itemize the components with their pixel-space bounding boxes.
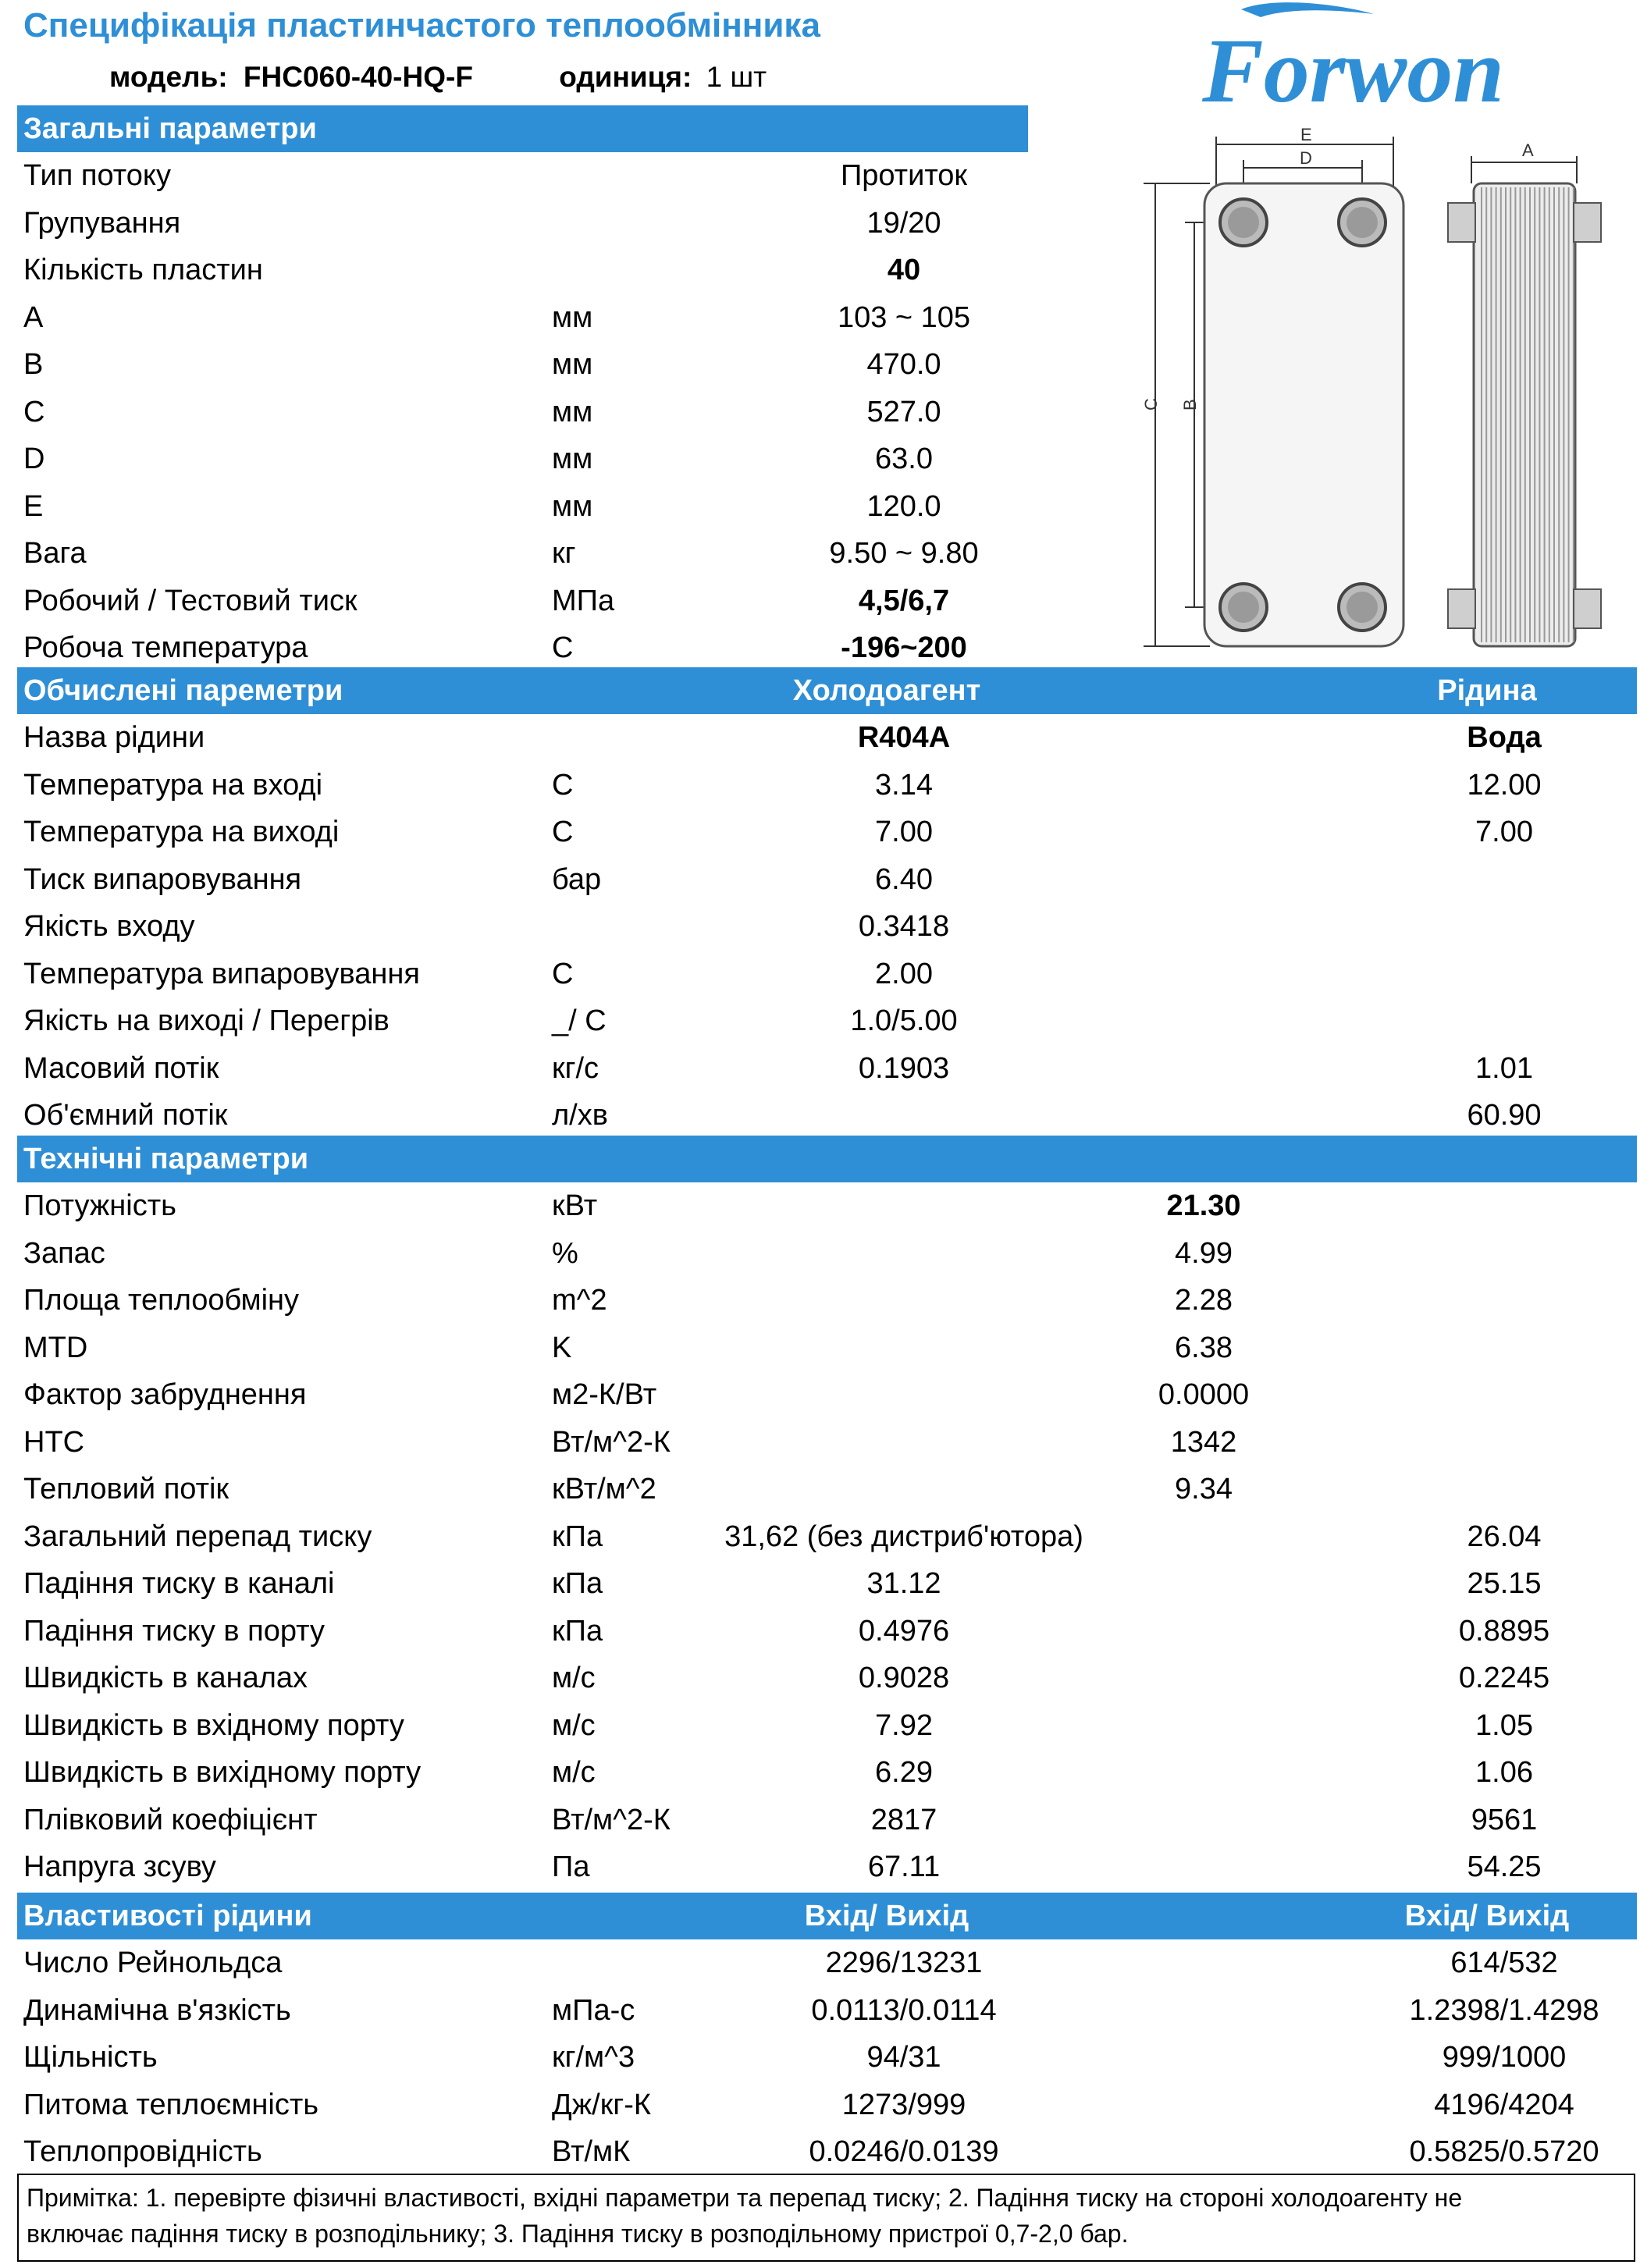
row-unit: _/ C (552, 1004, 607, 1037)
row-unit: Вт/м^2-К (552, 1803, 671, 1836)
row-liquid-value: 0.5825/0.5720 (1409, 2135, 1599, 2168)
row-unit: мм (552, 443, 593, 475)
row-liquid-value: 12.00 (1467, 768, 1542, 802)
row-liquid-value: 60.90 (1467, 1099, 1542, 1132)
general-row (17, 530, 1032, 577)
row-label: Фактор забруднення (23, 1378, 307, 1411)
computed-row (17, 762, 1637, 809)
label-c: C (1141, 398, 1161, 411)
row-label: Площа теплообміну (23, 1284, 300, 1317)
side-port-bottom-right (1574, 589, 1601, 628)
row-label: Швидкість в вхідному порту (23, 1708, 404, 1742)
row-label: Робоча температура (23, 631, 308, 664)
row-label: Загальний перепад тиску (23, 1520, 372, 1553)
row-value: 470.0 (866, 348, 941, 381)
row-refrigerant-value: 2296/13231 (825, 1946, 983, 1979)
row-unit: кВт (552, 1189, 598, 1222)
row-refrigerant-value: 6.29 (875, 1756, 933, 1789)
row-label: Температура на вході (23, 768, 323, 802)
row-label: Питома теплоємність (23, 2088, 319, 2121)
technical-row (17, 1466, 1637, 1513)
model-line (109, 61, 767, 94)
general-row (17, 578, 1032, 624)
row-refrigerant-value: 94/31 (866, 2041, 941, 2074)
row-unit: C (552, 957, 574, 990)
row-unit: m^2 (552, 1284, 607, 1317)
row-liquid-value: 4196/4204 (1434, 2088, 1574, 2121)
row-value: 527.0 (866, 395, 941, 428)
row-unit: л/хв (552, 1099, 608, 1132)
row-refrigerant-value: 0.0113/0.0114 (811, 1993, 997, 2027)
row-value: 4,5/6,7 (858, 584, 950, 617)
computed-heading: Обчислені пареметри (23, 674, 343, 707)
label-b: B (1180, 399, 1200, 411)
row-refrigerant-value: 0.1903 (858, 1051, 950, 1085)
computed-row (17, 809, 1637, 855)
plate-front (1204, 183, 1403, 646)
row-liquid-value: Вода (1467, 721, 1542, 754)
row-label: C (23, 395, 45, 428)
row-value: 19/20 (866, 206, 941, 240)
properties-col-liquid: Вхід/ Вихід (1404, 1900, 1570, 1932)
row-unit: м/с (552, 1662, 596, 1694)
technical-row (17, 1419, 1637, 1466)
general-row (17, 483, 1032, 530)
row-refrigerant-value: 1.0/5.00 (850, 1004, 958, 1037)
general-row (17, 294, 1032, 341)
row-unit: C (552, 816, 574, 848)
row-value: 0.0000 (1158, 1378, 1250, 1411)
logo-text: Forwon (1202, 20, 1504, 117)
row-refrigerant-value: 0.3418 (858, 910, 950, 943)
properties-heading: Властивості рідини (23, 1900, 312, 1932)
row-refrigerant-value: 67.11 (867, 1850, 941, 1883)
technical-row (17, 1797, 1637, 1843)
computed-row (17, 903, 1637, 950)
row-unit: мПа-с (552, 1993, 635, 2027)
technical-row (17, 1749, 1637, 1796)
row-refrigerant-value: 2817 (870, 1803, 937, 1836)
row-liquid-value: 1.01 (1475, 1051, 1533, 1085)
page-title: Специфікація пластинчастого теплообмінника (23, 6, 820, 44)
technical-row (17, 1608, 1637, 1655)
model-label: модель: (109, 61, 228, 93)
row-unit: Вт/м^2-К (552, 1425, 671, 1459)
row-liquid-value: 999/1000 (1442, 2041, 1567, 2074)
row-value: 9.34 (1175, 1473, 1233, 1505)
row-value: 63.0 (875, 443, 933, 475)
row-label: Кількість пластин (23, 254, 263, 286)
general-row (17, 624, 1032, 671)
row-unit: кПа (552, 1614, 603, 1648)
row-label: Робочий / Тестовий тиск (23, 584, 358, 617)
label-d: D (1300, 148, 1312, 168)
row-value: 6.38 (1175, 1331, 1233, 1364)
row-unit: Па (552, 1850, 590, 1883)
row-refrigerant-value: 6.40 (875, 862, 933, 896)
row-liquid-value: 1.06 (1475, 1756, 1533, 1789)
row-refrigerant-value: 7.92 (875, 1708, 933, 1742)
row-label: Теплопровідність (23, 2135, 262, 2168)
forwon-logo (1186, 0, 1577, 117)
general-row (17, 200, 1032, 247)
properties-col-refrigerant: Вхід/ Вихід (804, 1900, 969, 1932)
computed-heading-band (17, 667, 1637, 714)
row-refrigerant-value: 0.0246/0.0139 (809, 2135, 999, 2168)
row-label: Групування (23, 206, 181, 240)
row-label: Потужність (23, 1189, 176, 1222)
footnote-line-1: Примітка: 1. перевірте фізичні властивості, вхідні параметри та перепад тиску; 2. Падіння тиску на стороні холодоагенту не (27, 2184, 1463, 2212)
row-label: Тип потоку (23, 159, 171, 192)
row-liquid-value: 0.2245 (1458, 1662, 1550, 1694)
row-refrigerant-value: 0.9028 (858, 1662, 950, 1694)
row-liquid-value: 25.15 (1467, 1567, 1542, 1600)
unit-label: одиниця: (559, 61, 692, 93)
row-value: 120.0 (866, 489, 941, 523)
row-value: 21.30 (1166, 1189, 1241, 1222)
row-label: Падіння тиску в порту (23, 1614, 325, 1648)
row-unit: м2-К/Вт (552, 1378, 657, 1411)
row-refrigerant-value: 2.00 (875, 957, 933, 990)
row-liquid-value: 1.05 (1475, 1708, 1533, 1742)
row-liquid-value: 54.25 (1467, 1850, 1542, 1883)
row-label: A (23, 300, 44, 334)
properties-row (17, 2128, 1637, 2175)
row-label: Вага (23, 537, 87, 570)
side-port-top-right (1574, 203, 1601, 242)
general-row (17, 341, 1032, 388)
row-label: Динамічна в'язкість (23, 1993, 291, 2027)
technical-row (17, 1277, 1637, 1324)
heat-exchanger-diagram (1124, 125, 1624, 663)
row-value: 9.50 ~ 9.80 (829, 537, 979, 570)
technical-row (17, 1324, 1637, 1371)
row-refrigerant-value: 31,62 (без дистриб'ютора) (724, 1520, 1083, 1553)
row-label: MTD (23, 1331, 88, 1364)
general-row (17, 389, 1032, 435)
computed-row (17, 856, 1637, 903)
footnote (17, 2174, 1635, 2262)
row-value: 103 ~ 105 (837, 300, 971, 334)
row-label: Тепловий потік (23, 1473, 229, 1505)
row-label: Тиск випаровування (23, 862, 302, 896)
row-label: Число Рейнольдса (23, 1946, 283, 1979)
row-refrigerant-value: 31.12 (866, 1567, 941, 1600)
technical-heading-band (17, 1136, 1637, 1182)
row-liquid-value: 26.04 (1467, 1520, 1542, 1553)
row-refrigerant-value: 1273/999 (841, 2088, 966, 2121)
row-liquid-value: 1.2398/1.4298 (1409, 1993, 1599, 2027)
row-value: 2.28 (1175, 1284, 1233, 1317)
row-unit: м/с (552, 1708, 596, 1742)
row-label: B (23, 348, 44, 381)
technical-row (17, 1230, 1637, 1277)
technical-heading: Технічні параметри (23, 1143, 309, 1175)
row-unit: бар (552, 862, 602, 896)
row-label: Якість входу (23, 910, 195, 943)
technical-row (17, 1655, 1637, 1701)
row-label: Падіння тиску в каналі (23, 1567, 335, 1600)
row-label: Назва рідини (23, 721, 205, 754)
properties-row (17, 2081, 1637, 2128)
model-value: FHC060-40-HQ-F (243, 61, 473, 93)
row-label: Якість на виході / Перегрів (23, 1004, 390, 1037)
row-unit: МПа (552, 584, 615, 617)
row-unit: м/с (552, 1756, 596, 1789)
footnote-line-2: включає падіння тиску в розподільнику; 3. Падіння тиску в розподільному пристрої 0,7-2,0 бар. (27, 2220, 1129, 2248)
computed-row (17, 1045, 1637, 1092)
row-unit: мм (552, 300, 593, 334)
row-refrigerant-value: 3.14 (875, 768, 933, 802)
row-label: Запас (23, 1236, 105, 1270)
row-unit: % (552, 1236, 578, 1270)
technical-row (17, 1371, 1637, 1418)
side-port-bottom-left (1448, 589, 1475, 628)
label-e: E (1300, 125, 1312, 144)
technical-row (17, 1182, 1637, 1229)
general-row (17, 435, 1032, 482)
general-row (17, 247, 1032, 293)
row-unit: Вт/мК (552, 2135, 631, 2168)
row-label: HTC (23, 1425, 85, 1459)
row-unit: Дж/кг-К (552, 2088, 651, 2121)
row-value: 40 (887, 254, 921, 286)
row-label: Швидкість в каналах (23, 1662, 308, 1694)
row-label: Масовий потік (23, 1051, 219, 1085)
general-heading-band (17, 105, 1028, 152)
row-value: Протиток (840, 159, 968, 192)
general-row (17, 152, 1032, 199)
technical-row (17, 1513, 1637, 1560)
properties-row (17, 1939, 1637, 1986)
general-heading: Загальні параметри (23, 112, 317, 145)
row-unit: кПа (552, 1520, 603, 1553)
row-label: Об'ємний потік (23, 1099, 228, 1132)
row-label: Плівковий коефіцієнт (23, 1803, 318, 1836)
technical-row (17, 1843, 1637, 1890)
computed-col-refrigerant: Холодоагент (792, 674, 981, 707)
properties-row (17, 1987, 1637, 2034)
row-unit: K (552, 1331, 572, 1364)
computed-row (17, 1092, 1637, 1139)
technical-row (17, 1560, 1637, 1607)
row-liquid-value: 0.8895 (1458, 1614, 1550, 1648)
row-unit: кг/с (552, 1051, 599, 1085)
row-unit: кг/м^3 (552, 2041, 635, 2074)
row-refrigerant-value: R404A (857, 721, 951, 754)
computed-col-liquid: Рідина (1437, 674, 1537, 707)
row-label: D (23, 443, 45, 475)
row-value: 4.99 (1175, 1236, 1233, 1270)
side-port-top-left (1448, 203, 1475, 242)
properties-row (17, 2034, 1637, 2081)
row-label: E (23, 489, 44, 523)
row-label: Щільність (23, 2041, 158, 2074)
row-unit: мм (552, 348, 593, 381)
computed-row (17, 997, 1637, 1044)
row-label: Температура на виході (23, 816, 340, 848)
unit-value: 1 шт (706, 61, 767, 93)
row-unit: C (552, 631, 574, 664)
row-value: -196~200 (841, 631, 967, 664)
row-label: Температура випаровування (23, 957, 420, 990)
row-refrigerant-value: 7.00 (875, 816, 933, 848)
row-unit: мм (552, 489, 593, 523)
row-liquid-value: 7.00 (1475, 816, 1533, 848)
row-unit: C (552, 768, 574, 802)
technical-row (17, 1702, 1637, 1749)
row-liquid-value: 9561 (1471, 1803, 1538, 1836)
properties-heading-band (17, 1893, 1637, 1939)
row-unit: кПа (552, 1567, 603, 1600)
computed-row (17, 951, 1637, 997)
label-a: A (1522, 140, 1534, 160)
row-value: 1342 (1170, 1425, 1237, 1459)
row-unit: мм (552, 395, 593, 428)
row-label: Швидкість в вихідному порту (23, 1756, 422, 1789)
row-refrigerant-value: 0.4976 (858, 1614, 950, 1648)
row-liquid-value: 614/532 (1450, 1946, 1558, 1979)
row-unit: кг (552, 537, 576, 570)
computed-row (17, 714, 1637, 761)
row-label: Напруга зсуву (23, 1850, 216, 1883)
row-unit: кВт/м^2 (552, 1473, 656, 1505)
